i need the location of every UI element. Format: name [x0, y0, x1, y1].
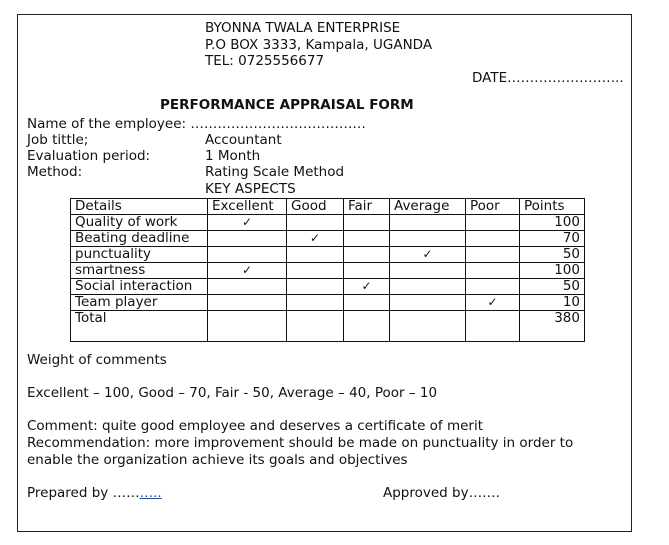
points-cell: 50 [520, 247, 585, 263]
detail-cell: Quality of work [71, 215, 208, 231]
poor-cell [466, 215, 520, 231]
excellent-cell [208, 231, 287, 247]
job-title-value: Accountant [205, 132, 282, 148]
header-good: Good [287, 199, 344, 215]
table-row [71, 263, 585, 279]
excellent-cell [208, 247, 287, 263]
table-row [71, 295, 585, 311]
evaluation-period-value: 1 Month [205, 148, 261, 164]
points-cell: 100 [520, 263, 585, 279]
detail-cell: Team player [71, 295, 208, 311]
average-cell: ✓ [390, 247, 466, 263]
table-header-row [71, 199, 585, 215]
excellent-cell [208, 295, 287, 311]
average-cell [390, 215, 466, 231]
header-poor: Poor [466, 199, 520, 215]
points-cell: 100 [520, 215, 585, 231]
detail-cell: punctuality [71, 247, 208, 263]
total-label: Total [71, 311, 208, 342]
header-details: Details [71, 199, 208, 215]
poor-cell [466, 247, 520, 263]
header-excellent: Excellent [208, 199, 287, 215]
method-value: Rating Scale Method [205, 164, 345, 180]
good-cell: ✓ [287, 231, 344, 247]
total-row [71, 311, 585, 342]
table-row [71, 231, 585, 247]
weight-heading: Weight of comments [27, 352, 167, 368]
empty-cell [390, 311, 466, 342]
excellent-cell [208, 279, 287, 295]
method-label: Method: [27, 164, 83, 180]
fair-cell: ✓ [344, 279, 390, 295]
fair-cell [344, 263, 390, 279]
prepared-by-dots: …… [112, 485, 140, 501]
empty-cell [344, 311, 390, 342]
fair-cell [344, 247, 390, 263]
job-title-label: Job tittle; [27, 132, 89, 148]
company-tel: TEL: 0725556677 [205, 53, 325, 69]
detail-cell: Social interaction [71, 279, 208, 295]
poor-cell: ✓ [466, 295, 520, 311]
form-title: PERFORMANCE APPRAISAL FORM [160, 97, 414, 113]
average-cell [390, 263, 466, 279]
empty-cell [208, 311, 287, 342]
excellent-cell: ✓ [208, 215, 287, 231]
fair-cell [344, 295, 390, 311]
date-field: DATE…………………….. [472, 70, 624, 86]
poor-cell [466, 263, 520, 279]
good-cell [287, 295, 344, 311]
fair-cell [344, 215, 390, 231]
detail-cell: smartness [71, 263, 208, 279]
detail-cell: Beating deadline [71, 231, 208, 247]
good-cell [287, 263, 344, 279]
company-address: P.O BOX 3333, Kampala, UGANDA [205, 37, 433, 53]
good-cell [287, 215, 344, 231]
evaluation-period-label: Evaluation period: [27, 148, 151, 164]
average-cell [390, 231, 466, 247]
recommendation-line-2: enable the organization achieve its goals and objectives [27, 452, 408, 468]
prepared-by [27, 485, 162, 501]
table-row [71, 247, 585, 263]
header-average: Average [390, 199, 466, 215]
poor-cell [466, 231, 520, 247]
prepared-by-link[interactable]: ….. [139, 485, 162, 501]
points-cell: 50 [520, 279, 585, 295]
empty-cell [287, 311, 344, 342]
rating-table [70, 198, 585, 342]
points-cell: 70 [520, 231, 585, 247]
recommendation-line-1: Recommendation: more improvement should be made on punctuality in order to [27, 435, 574, 451]
key-aspects-heading: KEY ASPECTS [205, 181, 296, 197]
table-row [71, 279, 585, 295]
poor-cell [466, 279, 520, 295]
excellent-cell: ✓ [208, 263, 287, 279]
prepared-by-label: Prepared by [27, 485, 113, 501]
average-cell [390, 295, 466, 311]
table-row [71, 215, 585, 231]
good-cell [287, 279, 344, 295]
comment-text: Comment: quite good employee and deserves a certificate of merit [27, 418, 484, 434]
points-cell: 10 [520, 295, 585, 311]
header-fair: Fair [344, 199, 390, 215]
company-name: BYONNA TWALA ENTERPRISE [205, 20, 401, 36]
empty-cell [466, 311, 520, 342]
employee-name-field: Name of the employee: ………………………………… [27, 116, 366, 132]
total-points: 380 [520, 311, 585, 342]
average-cell [390, 279, 466, 295]
approved-by: Approved by……. [383, 485, 500, 501]
header-points: Points [520, 199, 585, 215]
weights-legend: Excellent – 100, Good – 70, Fair - 50, Average – 40, Poor – 10 [27, 385, 438, 401]
good-cell [287, 247, 344, 263]
fair-cell [344, 231, 390, 247]
